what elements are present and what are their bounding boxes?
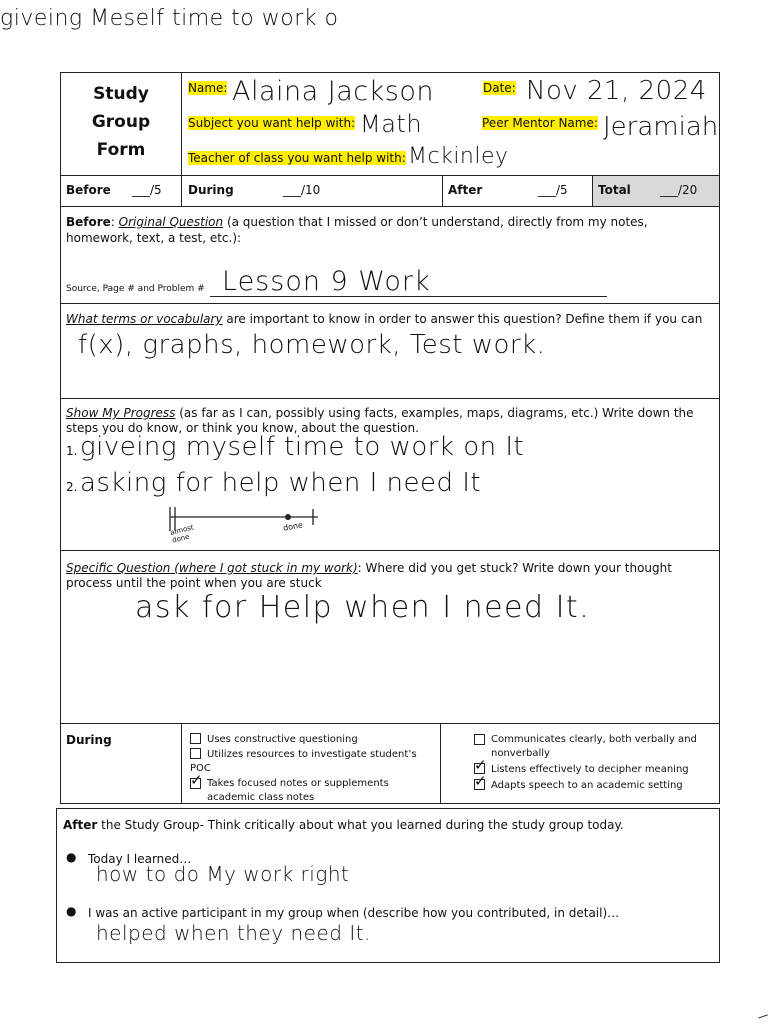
after-answer-2[interactable]: helped when they need It. (96, 921, 371, 945)
total-score-field[interactable]: ___/20 (660, 183, 698, 197)
progress-diagram-right-label: done (282, 520, 304, 533)
progress-diagram-left-label: almost done (169, 523, 195, 545)
progress-num-2: 2. (66, 480, 78, 494)
after-score-field[interactable]: ___/5 (538, 183, 568, 197)
progress-item-2[interactable]: asking for help when I need It (80, 468, 482, 498)
name-label: Name: (188, 81, 228, 95)
teacher-label: Teacher of class you want help with: (188, 151, 406, 165)
before-score-field[interactable]: ___/5 (132, 183, 162, 197)
progress-num-1: 1. (66, 444, 78, 458)
after-score-label: After (448, 183, 483, 197)
during-item-focused-notes[interactable]: ✓ Takes focused notes or supplements academic class notes (190, 777, 435, 805)
progress-item-1[interactable]: giveing myself time to work on It (80, 432, 525, 462)
during-right-list (474, 733, 714, 793)
source-value[interactable]: Lesson 9 Work (222, 266, 431, 297)
during-divider-2 (440, 724, 441, 804)
after-question-2: I was an active participant in my group when (describe how you contributed, in detail)… (88, 906, 620, 920)
during-item-utilizes-resources[interactable]: Utilizes resources to investigate student’s POC (190, 749, 417, 774)
checkbox-icon[interactable] (190, 748, 201, 759)
after-instructions: After the Study Group- Think critically about what you learned during the study group today. (63, 818, 624, 832)
after-question-1: Today I learned… (88, 852, 192, 866)
after-answer-1[interactable]: how to do My work right (96, 862, 350, 886)
date-value[interactable]: Nov 21, 2024 (526, 76, 707, 106)
during-item-communicates-clearly[interactable]: Communicates clearly, both verbally and nonverbally (474, 733, 714, 761)
subject-label: Subject you want help with: (188, 116, 356, 130)
during-item-listens-effectively[interactable]: ✓Listens effectively to decipher meaning (474, 763, 714, 777)
checked-checkbox-icon[interactable] (474, 779, 485, 790)
top-handwritten-note: giveing Meself time to work o (0, 6, 339, 31)
checked-checkbox-icon[interactable] (190, 778, 201, 789)
specific-instructions: Specific Question (where I got stuck in my work): Where did you get stuck? Write down your thought process until the point when you are stuck (66, 561, 672, 590)
before-instructions: Before: Original Question (a question that I missed or don’t understand, directly from my notes, homework, text, a test, etc.): (66, 215, 648, 245)
during-label: During (66, 733, 112, 747)
during-item-adapts-speech[interactable]: ✓Adapts speech to an academic setting (474, 779, 714, 793)
subject-value[interactable]: Math (360, 110, 423, 138)
during-item-constructive-questioning[interactable]: Uses constructive questioning (190, 733, 435, 747)
source-label: Source, Page # and Problem # (66, 284, 205, 294)
mentor-label: Peer Mentor Name: (482, 116, 598, 130)
checkbox-icon[interactable] (190, 733, 201, 744)
specific-answer[interactable]: ask for Help when I need It. (135, 590, 591, 625)
terms-answer[interactable]: f(x), graphs, homework, Test work. (78, 330, 546, 360)
during-score-field[interactable]: ___/10 (283, 183, 321, 197)
checkbox-icon[interactable] (474, 734, 485, 745)
teacher-value[interactable]: Mckinley (408, 144, 509, 169)
during-score-label: During (188, 183, 234, 197)
form-title: Study Group Form (91, 84, 151, 160)
bullet-icon: ● (66, 850, 77, 864)
mentor-value[interactable]: Jeramiah (603, 112, 719, 142)
before-score-label: Before (66, 183, 111, 197)
during-divider-1 (181, 724, 182, 804)
name-value[interactable]: Alaina Jackson (232, 76, 434, 107)
bullet-icon: ● (66, 904, 77, 918)
date-label: Date: (483, 81, 516, 95)
total-score-label: Total (598, 183, 631, 197)
during-left-list (190, 733, 435, 805)
progress-instructions: Show My Progress (as far as I can, possibly using facts, examples, maps, diagrams, etc.) Write down the steps you do know, or think you know, about the question. (66, 406, 694, 435)
terms-instructions: What terms or vocabulary are important to know in order to answer this question? Define them if you can (66, 312, 703, 326)
pen-mark (758, 1014, 768, 1018)
score-divider-2 (442, 176, 443, 207)
score-divider-1 (181, 176, 182, 207)
